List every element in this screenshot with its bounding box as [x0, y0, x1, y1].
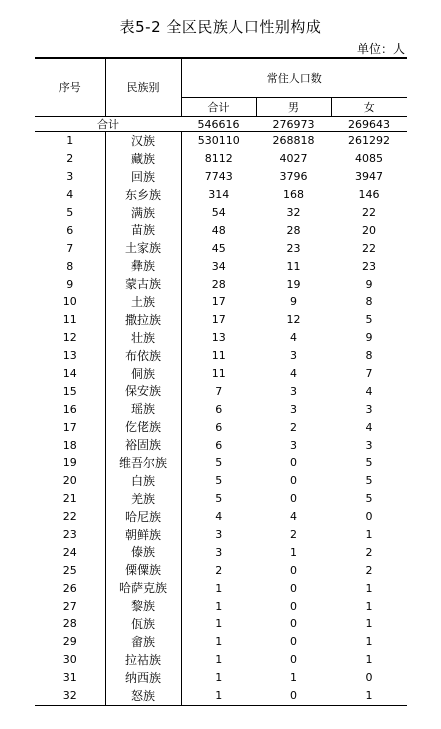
total-value: 1	[181, 687, 256, 705]
table-row	[35, 561, 407, 579]
total-value: 17	[211, 313, 226, 327]
table-row	[35, 615, 407, 633]
ethnicity-name: 哈尼族	[105, 508, 181, 526]
ethnicity-name: 傈僳族	[105, 561, 181, 579]
male-value: 1	[290, 671, 297, 685]
total-value: 7	[215, 384, 223, 398]
total-value: 530110	[197, 134, 240, 148]
female-value: 5	[365, 474, 373, 488]
total-value: 28	[211, 277, 226, 291]
row-number: 20	[62, 474, 77, 488]
row-number: 2	[66, 152, 74, 166]
male-value: 32	[286, 206, 301, 219]
male-value: 1	[290, 545, 297, 559]
total-value: 5	[215, 474, 223, 488]
table-row	[35, 382, 407, 400]
header-female: 女	[331, 98, 407, 117]
unit-label: 单位：人	[356, 42, 405, 56]
total-value: 3	[215, 528, 223, 542]
female-value: 3	[365, 438, 373, 452]
male-value: 9	[290, 295, 297, 309]
total-value: 54	[211, 206, 226, 219]
table-row	[35, 132, 407, 150]
row-number: 15	[62, 384, 77, 398]
male-value: 28	[286, 223, 301, 237]
female-value: 4085	[355, 152, 383, 166]
table-row	[35, 472, 407, 490]
table-row	[35, 400, 407, 418]
table-row	[35, 543, 407, 561]
ethnicity-name: 回族	[105, 168, 181, 186]
header-resident-population: 常住人口数	[181, 58, 407, 98]
ethnicity-name: 朝鲜族	[105, 526, 181, 544]
total-value: 13	[211, 331, 226, 345]
ethnicity-name: 畲族	[105, 633, 181, 651]
female-value: 0	[365, 671, 373, 685]
female-value: 9	[365, 331, 373, 345]
female-value: 3947	[355, 170, 383, 184]
male-value: 168	[283, 188, 304, 202]
table-row	[35, 311, 407, 329]
table-row	[35, 597, 407, 615]
male-value: 0	[290, 599, 297, 613]
total-value: 1	[215, 671, 223, 685]
male-value: 23	[286, 241, 301, 255]
ethnicity-name: 蒙古族	[105, 275, 181, 293]
table-row	[35, 508, 407, 526]
table-row	[35, 186, 407, 204]
female-value: 1	[365, 617, 373, 631]
total-value: 17	[211, 295, 226, 309]
male-value: 4027	[279, 152, 308, 166]
total-male-value: 276973	[256, 117, 331, 132]
ethnicity-name: 拉祜族	[105, 651, 181, 669]
male-value: 12	[286, 313, 301, 327]
male-value: 11	[286, 259, 301, 273]
female-value: 2	[365, 545, 373, 559]
header-total: 合计	[181, 98, 256, 117]
row-number: 16	[62, 402, 77, 416]
female-value: 261292	[348, 134, 390, 148]
male-value: 4	[290, 367, 297, 381]
row-number: 17	[62, 420, 77, 434]
row-number: 10	[62, 295, 77, 309]
total-value: 7743	[204, 170, 233, 184]
ethnicity-name: 纳西族	[105, 669, 181, 687]
male-value: 0	[290, 456, 297, 470]
total-value: 8112	[204, 152, 233, 166]
table-row	[35, 204, 407, 222]
ethnicity-name: 侗族	[105, 365, 181, 383]
page-title: 表5-2 全区民族人口性别构成	[119, 18, 322, 36]
total-value: 5	[215, 456, 223, 470]
male-value: 3	[290, 438, 297, 452]
table-row	[35, 257, 407, 275]
total-female-value: 269643	[331, 117, 407, 132]
row-number: 12	[62, 331, 77, 345]
male-value: 0	[256, 687, 331, 705]
ethnicity-name: 撒拉族	[105, 311, 181, 329]
table-row	[35, 150, 407, 168]
table-row	[35, 490, 407, 508]
total-value: 48	[211, 223, 226, 237]
row-number: 23	[62, 528, 77, 542]
male-value: 0	[290, 474, 297, 488]
row-number: 5	[66, 206, 74, 219]
ethnicity-name: 东乡族	[105, 186, 181, 204]
female-value: 22	[362, 241, 376, 255]
row-number: 3	[66, 170, 74, 184]
ethnicity-name: 彝族	[105, 257, 181, 275]
total-value: 1	[215, 635, 223, 649]
table-row	[35, 454, 407, 472]
table-row	[35, 633, 407, 651]
ethnicity-name: 汉族	[105, 132, 181, 150]
ethnicity-name: 土族	[105, 293, 181, 311]
female-value: 2	[365, 563, 373, 577]
male-value: 0	[290, 653, 297, 667]
table-row-total	[35, 117, 407, 132]
ethnicity-name: 维吾尔族	[105, 454, 181, 472]
table-row	[35, 526, 407, 544]
total-value: 34	[211, 259, 226, 273]
male-value: 0	[290, 635, 297, 649]
ethnicity-name: 黎族	[105, 597, 181, 615]
total-value: 4	[215, 510, 223, 524]
total-value: 1	[215, 599, 223, 613]
total-value: 45	[211, 241, 226, 255]
total-value: 11	[211, 367, 226, 381]
total-value: 6	[215, 438, 223, 452]
row-number: 24	[62, 545, 77, 559]
ethnicity-name: 藏族	[105, 150, 181, 168]
female-value: 5	[365, 456, 373, 470]
ethnicity-name: 怒族	[105, 687, 181, 705]
ethnicity-name: 土家族	[105, 239, 181, 257]
row-number: 29	[62, 635, 77, 649]
row-number: 26	[62, 581, 77, 595]
male-value: 268818	[272, 134, 315, 148]
row-number: 25	[62, 563, 77, 577]
ethnicity-name: 壮族	[105, 329, 181, 347]
table-row	[35, 293, 407, 311]
total-value: 314	[208, 188, 230, 202]
total-value: 1	[215, 581, 223, 595]
female-value: 1	[365, 653, 373, 667]
total-value: 6	[215, 420, 223, 434]
table-row	[35, 168, 407, 186]
male-value: 3	[290, 384, 297, 398]
ethnicity-name: 羌族	[105, 490, 181, 508]
ethnicity-name: 佤族	[105, 615, 181, 633]
row-number: 22	[62, 510, 77, 524]
total-value: 5	[215, 492, 223, 506]
ethnicity-name: 仡佬族	[105, 418, 181, 436]
female-value: 22	[362, 206, 376, 219]
row-number: 11	[62, 313, 77, 327]
row-number: 13	[62, 349, 77, 363]
female-value: 9	[365, 277, 373, 291]
population-table	[35, 57, 407, 706]
row-number: 9	[66, 277, 74, 291]
row-number: 1	[66, 134, 74, 148]
female-value: 4	[365, 384, 373, 398]
row-number: 6	[66, 223, 74, 237]
table-row	[35, 418, 407, 436]
row-number: 8	[66, 259, 74, 273]
row-number: 18	[62, 438, 77, 452]
female-value: 23	[362, 259, 376, 273]
header-ethnicity: 民族别	[105, 58, 181, 117]
female-value: 4	[365, 420, 373, 434]
ethnicity-name: 满族	[105, 204, 181, 222]
female-value: 7	[365, 367, 373, 381]
male-value: 2	[290, 420, 297, 434]
total-value: 546616	[181, 117, 256, 132]
total-value: 1	[215, 653, 223, 667]
total-label: 合计	[35, 117, 181, 132]
female-value: 20	[362, 223, 376, 237]
ethnicity-name: 白族	[105, 472, 181, 490]
male-value: 0	[290, 492, 297, 506]
table-row	[35, 329, 407, 347]
row-number: 21	[62, 492, 77, 506]
table-row	[35, 651, 407, 669]
male-value: 0	[290, 617, 297, 631]
row-number: 7	[66, 241, 74, 255]
female-value: 1	[365, 581, 373, 595]
female-value: 3	[365, 402, 373, 416]
male-value: 19	[286, 277, 301, 291]
total-value: 6	[215, 402, 223, 416]
male-value: 4	[290, 510, 297, 524]
row-number: 32	[35, 687, 105, 705]
female-value: 1	[365, 635, 373, 649]
table-row	[35, 275, 407, 293]
ethnicity-name: 布依族	[105, 347, 181, 365]
ethnicity-name: 苗族	[105, 221, 181, 239]
table-row	[35, 221, 407, 239]
female-value: 5	[365, 313, 373, 327]
table-row	[35, 347, 407, 365]
male-value: 3796	[279, 170, 308, 184]
row-number: 31	[62, 671, 77, 685]
ethnicity-name: 瑶族	[105, 400, 181, 418]
male-value: 4	[290, 331, 297, 345]
male-value: 3	[290, 402, 297, 416]
female-value: 1	[331, 687, 407, 705]
ethnicity-name: 哈萨克族	[105, 579, 181, 597]
male-value: 0	[290, 563, 297, 577]
female-value: 8	[365, 295, 373, 309]
total-value: 1	[215, 617, 223, 631]
ethnicity-name: 傣族	[105, 543, 181, 561]
total-value: 2	[215, 563, 223, 577]
female-value: 1	[365, 528, 373, 542]
male-value: 2	[290, 528, 297, 542]
table-row	[35, 669, 407, 687]
table-row	[35, 436, 407, 454]
table-row	[35, 365, 407, 383]
male-value: 0	[290, 581, 297, 595]
row-number: 28	[62, 617, 77, 631]
header-male: 男	[256, 98, 331, 117]
ethnicity-name: 保安族	[105, 382, 181, 400]
total-value: 11	[211, 349, 226, 363]
row-number: 4	[66, 188, 74, 202]
row-number: 30	[62, 653, 77, 667]
row-number: 19	[62, 456, 77, 470]
row-number: 27	[62, 599, 77, 613]
female-value: 146	[358, 188, 380, 202]
table-row	[35, 687, 407, 705]
row-number: 14	[62, 367, 77, 381]
female-value: 8	[365, 349, 373, 363]
female-value: 5	[365, 492, 373, 506]
table-row	[35, 579, 407, 597]
total-value: 3	[215, 545, 223, 559]
table-row	[35, 239, 407, 257]
female-value: 0	[365, 510, 373, 524]
male-value: 3	[290, 349, 297, 363]
female-value: 1	[365, 599, 373, 613]
ethnicity-name: 裕固族	[105, 436, 181, 454]
header-no: 序号	[35, 58, 105, 117]
